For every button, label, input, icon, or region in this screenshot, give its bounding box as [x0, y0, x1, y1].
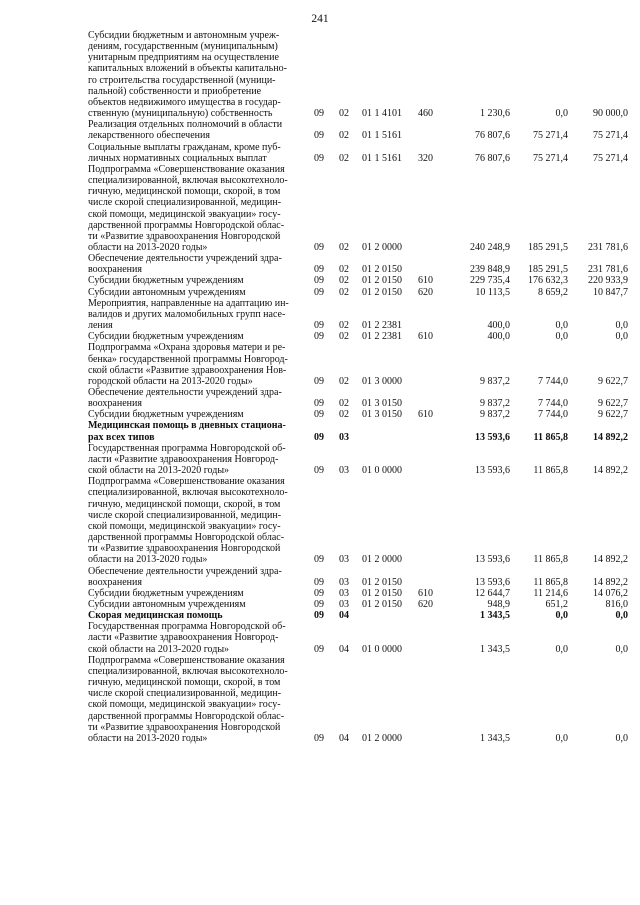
amount-year-2: 0,0 [555, 643, 568, 655]
row-name-line: воохранения [88, 398, 142, 410]
row-name-line: специализированной, включая высокотехноло- [88, 665, 288, 677]
target-article-code: 01 1 5161 [362, 152, 402, 164]
subsection-code: 02 [339, 320, 349, 332]
amount-year-3: 75 271,4 [593, 152, 628, 164]
amount-year-1: 1 230,6 [480, 108, 510, 120]
table-row [88, 443, 628, 476]
expense-type-code: 610 [418, 409, 433, 421]
section-code: 09 [314, 130, 324, 142]
section-code: 09 [314, 576, 324, 588]
row-name-line: объектов недвижимого имущества в государ- [88, 96, 281, 108]
amount-year-1: 9 837,2 [480, 398, 510, 410]
amount-year-1: 1 343,5 [480, 732, 510, 744]
row-name [88, 610, 310, 621]
row-name-line: Реализация отдельных полномочий в области [88, 119, 283, 131]
row-name-line: гичную, медицинской помощи, скорой, в том [88, 498, 281, 510]
target-article-code: 01 0 0000 [362, 643, 402, 655]
amount-year-2: 0,0 [555, 732, 568, 744]
target-article-code: 01 3 0000 [362, 375, 402, 387]
row-name-line: Государственная программа Новгородской об- [88, 442, 286, 454]
amount-year-2: 75 271,4 [533, 130, 568, 142]
amount-year-3: 90 000,0 [593, 108, 628, 120]
table-row [88, 287, 628, 298]
amount-year-1: 76 807,6 [475, 130, 510, 142]
subsection-code: 03 [339, 587, 349, 599]
amount-year-1: 400,0 [487, 331, 510, 343]
row-name [88, 30, 310, 119]
subsection-code: 02 [339, 152, 349, 164]
table-row [88, 298, 628, 331]
row-name-line: Обеспечение деятельности учреждений здра- [88, 387, 282, 398]
amount-year-3: 0,0 [615, 320, 628, 332]
amount-year-2: 11 214,6 [533, 587, 568, 599]
row-name-line: ти «Развитие здравоохранения Новгородской [88, 543, 281, 555]
row-name-line: Субсидии автономным учреждениям [88, 598, 246, 610]
row-name-line: Мероприятия, направленные на адаптацию ин- [88, 297, 289, 309]
row-name-line: Субсидии бюджетным учреждениям [88, 331, 244, 343]
row-name-line: гичную, медицинской помощи, скорой, в том [88, 677, 281, 689]
amount-year-1: 13 593,6 [475, 576, 510, 588]
amount-year-2: 11 865,8 [533, 576, 568, 588]
target-article-code: 01 2 0150 [362, 587, 402, 599]
section-code: 09 [314, 465, 324, 477]
subsection-code: 03 [339, 598, 349, 610]
row-name-line: Обеспечение деятельности учреждений здра- [88, 565, 282, 577]
row-name-line: числе скорой специализированной, медицин- [88, 509, 282, 521]
amount-year-3: 10 847,7 [593, 286, 628, 298]
amount-year-3: 0,0 [615, 610, 628, 622]
section-code: 09 [314, 398, 324, 410]
row-name-line: Подпрограмма «Совершенствование оказания [88, 476, 285, 488]
row-name-line: лекарственного обеспечения [88, 130, 210, 142]
row-name-line: Подпрограмма «Совершенствование оказания [88, 163, 285, 175]
table-row [88, 588, 628, 599]
amount-year-1: 13 593,6 [475, 554, 510, 566]
table-row [88, 331, 628, 342]
row-name-line: ти «Развитие здравоохранения Новгородской [88, 721, 281, 733]
section-code: 09 [314, 275, 324, 287]
target-article-code: 01 3 0150 [362, 398, 402, 410]
table-row [88, 142, 628, 164]
expense-type-code: 460 [418, 108, 433, 120]
subsection-code: 04 [339, 643, 349, 655]
section-code: 09 [314, 598, 324, 610]
expense-type-code: 620 [418, 286, 433, 298]
row-name-line: личных нормативных социальных выплат [88, 152, 267, 164]
expense-type-code: 610 [418, 331, 433, 343]
section-code: 09 [314, 241, 324, 253]
section-code: 09 [314, 431, 324, 443]
row-name-line: валидов и других маломобильных групп насе- [88, 308, 286, 320]
section-code: 09 [314, 286, 324, 298]
target-article-code: 01 0 0000 [362, 465, 402, 477]
target-article-code: 01 2 0150 [362, 275, 402, 287]
section-code: 09 [314, 331, 324, 343]
amount-year-2: 0,0 [555, 331, 568, 343]
row-name-line: Государственная программа Новгородской об- [88, 621, 286, 633]
amount-year-2: 651,2 [545, 598, 568, 610]
amount-year-1: 229 735,4 [470, 275, 510, 287]
target-article-code: 01 2 0150 [362, 576, 402, 588]
amount-year-1: 9 837,2 [480, 409, 510, 421]
row-name-line: Скорая медицинская помощь [88, 610, 223, 622]
row-name-line: го строительства государственной (муници- [88, 74, 276, 86]
row-name-line: гичную, медицинской помощи, скорой, в том [88, 186, 281, 198]
row-name-line: ской области на 2013-2020 годы» [88, 465, 230, 477]
amount-year-1: 1 343,5 [480, 643, 510, 655]
table-row [88, 387, 628, 409]
amount-year-2: 0,0 [555, 108, 568, 120]
amount-year-1: 1 343,5 [480, 610, 510, 622]
row-name-line: специализированной, включая высокотехноло- [88, 487, 288, 499]
subsection-code: 02 [339, 409, 349, 421]
subsection-code: 02 [339, 108, 349, 120]
page-number: 241 [311, 13, 329, 25]
amount-year-3: 816,0 [605, 598, 628, 610]
table-row [88, 599, 628, 610]
amount-year-1: 9 837,2 [480, 375, 510, 387]
table-row [88, 476, 628, 565]
row-name-line: капитальных вложений в объекты капитально- [88, 63, 287, 75]
amount-year-2: 11 865,8 [533, 554, 568, 566]
row-name-line: Подпрограмма «Совершенствование оказания [88, 654, 285, 666]
row-name-line: унитарным предприятиям на осуществление [88, 52, 279, 64]
row-name [88, 621, 310, 654]
amount-year-3: 231 781,6 [588, 241, 628, 253]
expense-type-code: 320 [418, 152, 433, 164]
row-name [88, 443, 310, 476]
table-row [88, 342, 628, 387]
row-name [88, 275, 310, 286]
subsection-code: 02 [339, 241, 349, 253]
row-name-line: дарственной программы Новгородской облас- [88, 710, 285, 722]
section-code: 09 [314, 732, 324, 744]
table-row [88, 30, 628, 119]
amount-year-2: 185 291,5 [528, 241, 568, 253]
row-name-line: области на 2013-2020 годы» [88, 554, 208, 566]
section-code: 09 [314, 375, 324, 387]
row-name [88, 142, 310, 164]
row-name-line: бенка» государственной программы Новгород- [88, 353, 288, 365]
row-name-line: Субсидии автономным учреждениям [88, 286, 246, 298]
subsection-code: 02 [339, 286, 349, 298]
expense-type-code: 610 [418, 587, 433, 599]
subsection-code: 02 [339, 264, 349, 276]
section-code: 09 [314, 643, 324, 655]
section-code: 09 [314, 610, 324, 622]
amount-year-2: 176 632,3 [528, 275, 568, 287]
expense-type-code: 610 [418, 275, 433, 287]
row-name [88, 476, 310, 565]
row-name [88, 331, 310, 342]
amount-year-2: 0,0 [555, 320, 568, 332]
row-name [88, 409, 310, 420]
amount-year-1: 400,0 [487, 320, 510, 332]
target-article-code: 01 2 0150 [362, 264, 402, 276]
row-name-line: области на 2013-2020 годы» [88, 241, 208, 253]
section-code: 09 [314, 320, 324, 332]
target-article-code: 01 2 0150 [362, 286, 402, 298]
row-name-line: ласти «Развитие здравоохранения Новгород- [88, 632, 279, 644]
table-row [88, 610, 628, 621]
target-article-code: 01 3 0150 [362, 409, 402, 421]
amount-year-2: 185 291,5 [528, 264, 568, 276]
subsection-code: 03 [339, 465, 349, 477]
table-row [88, 420, 628, 442]
row-name-line: ской помощи, медицинской эвакуации» госу- [88, 520, 281, 532]
amount-year-1: 10 113,5 [475, 286, 510, 298]
row-name-line: дениям, государственным (муниципальным) [88, 41, 278, 53]
amount-year-2: 11 865,8 [533, 431, 568, 443]
amount-year-1: 239 848,9 [470, 264, 510, 276]
row-name [88, 566, 310, 588]
target-article-code: 01 2 2381 [362, 320, 402, 332]
row-name-line: пальной) собственности и приобретение [88, 85, 262, 97]
row-name-line: Субсидии бюджетным учреждениям [88, 275, 244, 287]
amount-year-1: 76 807,6 [475, 152, 510, 164]
amount-year-3: 9 622,7 [598, 409, 628, 421]
section-code: 09 [314, 152, 324, 164]
row-name [88, 588, 310, 599]
row-name-line: ления [88, 320, 113, 332]
subsection-code: 02 [339, 375, 349, 387]
row-name-line: специализированной, включая высокотехноло- [88, 175, 288, 187]
row-name [88, 287, 310, 298]
row-name-line: ской области «Развитие здравоохранения Нов- [88, 364, 287, 376]
amount-year-3: 0,0 [615, 643, 628, 655]
section-code: 09 [314, 554, 324, 566]
amount-year-3: 9 622,7 [598, 398, 628, 410]
row-name-line: Медицинская помощь в дневных стациона- [88, 420, 286, 432]
row-name-line: ской помощи, медицинской эвакуации» госу- [88, 208, 281, 220]
table-row [88, 621, 628, 654]
amount-year-2: 11 865,8 [533, 465, 568, 477]
subsection-code: 03 [339, 576, 349, 588]
table-row [88, 409, 628, 420]
row-name-line: Подпрограмма «Охрана здоровья матери и ре- [88, 342, 286, 354]
amount-year-1: 13 593,6 [475, 465, 510, 477]
amount-year-2: 0,0 [555, 610, 568, 622]
row-name-line: воохранения [88, 264, 142, 276]
table-row [88, 655, 628, 744]
target-article-code: 01 2 0150 [362, 598, 402, 610]
amount-year-2: 8 659,2 [538, 286, 568, 298]
amount-year-2: 7 744,0 [538, 409, 568, 421]
section-code: 09 [314, 409, 324, 421]
section-code: 09 [314, 264, 324, 276]
table-row [88, 275, 628, 286]
row-name-line: числе скорой специализированной, медицин- [88, 197, 282, 209]
row-name-line: Субсидии бюджетным учреждениям [88, 587, 244, 599]
table-row [88, 119, 628, 141]
target-article-code: 01 2 0000 [362, 554, 402, 566]
row-name [88, 119, 310, 141]
subsection-code: 02 [339, 398, 349, 410]
row-name [88, 655, 310, 744]
row-name-line: Социальные выплаты гражданам, кроме пуб- [88, 141, 281, 153]
amount-year-3: 0,0 [615, 331, 628, 343]
amount-year-3: 14 892,2 [593, 431, 628, 443]
table-row [88, 566, 628, 588]
row-name-line: области на 2013-2020 годы» [88, 732, 208, 744]
target-article-code: 01 2 0000 [362, 241, 402, 253]
amount-year-1: 12 644,7 [475, 587, 510, 599]
row-name-line: ственную (муниципальную) собственность [88, 108, 273, 120]
row-name-line: ти «Развитие здравоохранения Новгородской [88, 230, 281, 242]
amount-year-3: 0,0 [615, 732, 628, 744]
amount-year-2: 7 744,0 [538, 375, 568, 387]
subsection-code: 03 [339, 554, 349, 566]
subsection-code: 02 [339, 331, 349, 343]
row-name-line: дарственной программы Новгородской облас- [88, 532, 285, 544]
row-name [88, 253, 310, 275]
row-name-line: Субсидии бюджетным и автономным учреж- [88, 30, 280, 41]
budget-table [88, 30, 628, 744]
row-name-line: ласти «Развитие здравоохранения Новгород- [88, 453, 279, 465]
row-name-line: воохранения [88, 576, 142, 588]
section-code: 09 [314, 587, 324, 599]
row-name-line: дарственной программы Новгородской облас- [88, 219, 285, 231]
amount-year-1: 13 593,6 [475, 431, 510, 443]
amount-year-3: 75 271,4 [593, 130, 628, 142]
expense-type-code: 620 [418, 598, 433, 610]
row-name-line: числе скорой специализированной, медицин- [88, 688, 282, 700]
target-article-code: 01 2 0000 [362, 732, 402, 744]
subsection-code: 03 [339, 431, 349, 443]
subsection-code: 04 [339, 732, 349, 744]
amount-year-2: 7 744,0 [538, 398, 568, 410]
row-name [88, 387, 310, 409]
amount-year-3: 14 892,2 [593, 465, 628, 477]
row-name [88, 164, 310, 253]
row-name [88, 599, 310, 610]
amount-year-3: 14 892,2 [593, 576, 628, 588]
target-article-code: 01 1 4101 [362, 108, 402, 120]
row-name-line: ской помощи, медицинской эвакуации» госу- [88, 699, 281, 711]
subsection-code: 02 [339, 130, 349, 142]
row-name [88, 298, 310, 331]
row-name [88, 420, 310, 442]
row-name-line: городской области на 2013-2020 годы» [88, 375, 253, 387]
amount-year-1: 948,9 [487, 598, 510, 610]
row-name-line: рах всех типов [88, 431, 155, 443]
row-name [88, 342, 310, 387]
amount-year-1: 240 248,9 [470, 241, 510, 253]
row-name-line: Субсидии бюджетным учреждениям [88, 409, 244, 421]
table-row [88, 164, 628, 253]
target-article-code: 01 2 2381 [362, 331, 402, 343]
amount-year-2: 75 271,4 [533, 152, 568, 164]
subsection-code: 04 [339, 610, 349, 622]
amount-year-3: 14 892,2 [593, 554, 628, 566]
subsection-code: 02 [339, 275, 349, 287]
target-article-code: 01 1 5161 [362, 130, 402, 142]
amount-year-3: 231 781,6 [588, 264, 628, 276]
section-code: 09 [314, 108, 324, 120]
row-name-line: Обеспечение деятельности учреждений здра- [88, 253, 282, 265]
amount-year-3: 14 076,2 [593, 587, 628, 599]
amount-year-3: 9 622,7 [598, 375, 628, 387]
row-name-line: ской области на 2013-2020 годы» [88, 643, 230, 655]
amount-year-3: 220 933,9 [588, 275, 628, 287]
table-row [88, 253, 628, 275]
